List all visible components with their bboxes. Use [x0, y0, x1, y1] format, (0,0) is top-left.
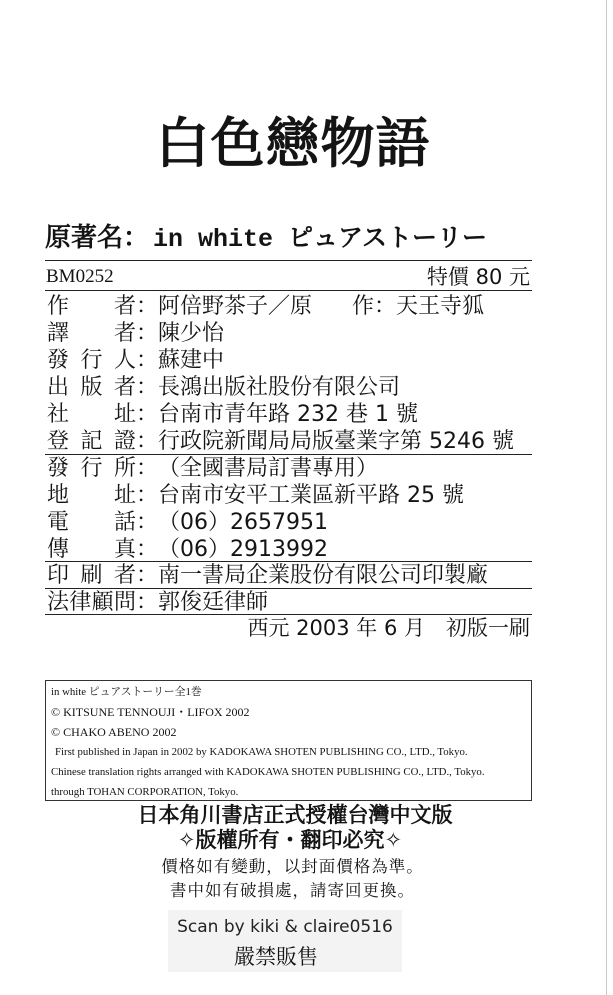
credit-label: 譯 者: [47, 321, 136, 346]
page-edge-line: [606, 0, 607, 995]
not-for-sale-notice: 嚴禁販售: [234, 945, 318, 969]
credit-colon: ：: [136, 563, 159, 588]
book-price: 特價 80 元: [426, 265, 530, 289]
copyright-line: © CHAKO ABENO 2002: [51, 725, 177, 739]
credit-value: 阿倍野茶子／原: [158, 294, 313, 319]
scan-credit: Scan by kiki & claire0516: [177, 917, 393, 937]
credit-label: 印 刷 者: [47, 563, 136, 588]
credit-row-publisher: [45, 374, 532, 401]
credit-row-translator: [45, 320, 532, 347]
credit-colon: ：: [136, 509, 159, 535]
credit-value: （全國書局訂書專用）: [158, 455, 379, 481]
credit-row-distributor-address: [45, 482, 532, 509]
credit-value: （06）2657951: [158, 509, 328, 535]
credit-row-distributor: [45, 455, 532, 482]
credit-value: 行政院新聞局局版臺業字第 5246 號: [158, 429, 514, 454]
credit-colon: ：: [136, 375, 159, 400]
authorization-notice: 日本角川書店正式授權台灣中文版: [137, 803, 453, 827]
code-price-row: [45, 262, 532, 291]
book-code: BM0252: [46, 266, 114, 287]
credit-colon: ：: [136, 429, 159, 454]
copyright-line: © KITSUNE TENNOUJI・LIFOX 2002: [51, 705, 250, 719]
credit-label: 地 址: [47, 482, 136, 508]
credit-label: 發 行 所: [47, 455, 136, 481]
credit-row-fax: [45, 536, 532, 563]
damage-return-note: 書中如有破損處，請寄回更換。: [170, 881, 415, 900]
copyright-line: in white ピュアストーリー全1巻: [51, 686, 202, 698]
credit-label: 出 版 者: [47, 375, 136, 400]
credit-label: 作 者: [47, 294, 136, 319]
credit-colon: ：: [136, 402, 159, 427]
credit-row-printer: [45, 562, 532, 589]
credit-label: 電 話: [47, 509, 136, 535]
credit-row-phone: [45, 509, 532, 536]
rights-notice: ✧版權所有・翻印必究✧: [177, 828, 403, 852]
original-title-label: 原著名：: [45, 223, 150, 253]
edition-line: 西元 2003 年 6 月 初版一刷: [247, 616, 530, 640]
credit-label: 社 址: [47, 402, 136, 427]
credit-row-registration: [45, 428, 532, 455]
credit-value: 郭俊廷律師: [158, 589, 269, 615]
credit-colon: ：: [136, 482, 159, 508]
credit-colon: ：: [136, 348, 159, 373]
credit-row-legal: [45, 589, 532, 616]
credit-value: （06）2913992: [158, 536, 328, 562]
credit-row-issuer: [45, 347, 532, 374]
original-title-value: in white ピュアストーリー: [153, 225, 488, 254]
credit-label: 傳 真: [47, 536, 136, 562]
credit-colon: ：: [136, 455, 159, 481]
credit-value: 台南市青年路 232 巷 1 號: [158, 402, 418, 427]
credit-value: 蘇建中: [158, 348, 225, 373]
credit-colon: ：: [136, 536, 159, 562]
credit-label: 發 行 人: [47, 348, 136, 373]
copyright-line: through TOHAN CORPORATION, Tokyo.: [51, 786, 239, 798]
credit-colon: ：: [136, 589, 159, 615]
book-title: 白色戀物語: [155, 112, 431, 175]
credit-value: 台南市安平工業區新平路 25 號: [158, 482, 464, 508]
credit-value: 陳少怡: [158, 321, 225, 346]
credit-value: 長鴻出版社股份有限公司: [158, 375, 401, 400]
original-title-row: [45, 222, 532, 261]
credit-extra: 作：天王寺狐: [352, 294, 485, 319]
copyright-line: First published in Japan in 2002 by KADOKAWA SHOTEN PUBLISHING CO., LTD., Tokyo.: [55, 746, 468, 758]
copyright-box: [45, 680, 532, 801]
credit-row-address: [45, 401, 532, 428]
copyright-line: Chinese translation rights arranged with KADOKAWA SHOTEN PUBLISHING CO., LTD., Tokyo.: [51, 766, 485, 778]
credits-table: [45, 293, 532, 642]
credit-colon: ：: [136, 294, 159, 319]
credit-colon: ：: [136, 321, 159, 346]
price-change-note: 價格如有變動，以封面價格為準。: [161, 857, 424, 876]
credit-row-author: [45, 293, 532, 320]
credit-label: 法律顧問: [47, 589, 136, 615]
credit-label: 登 記 證: [47, 429, 136, 454]
credit-value: 南一書局企業股份有限公司印製廠: [158, 563, 489, 588]
